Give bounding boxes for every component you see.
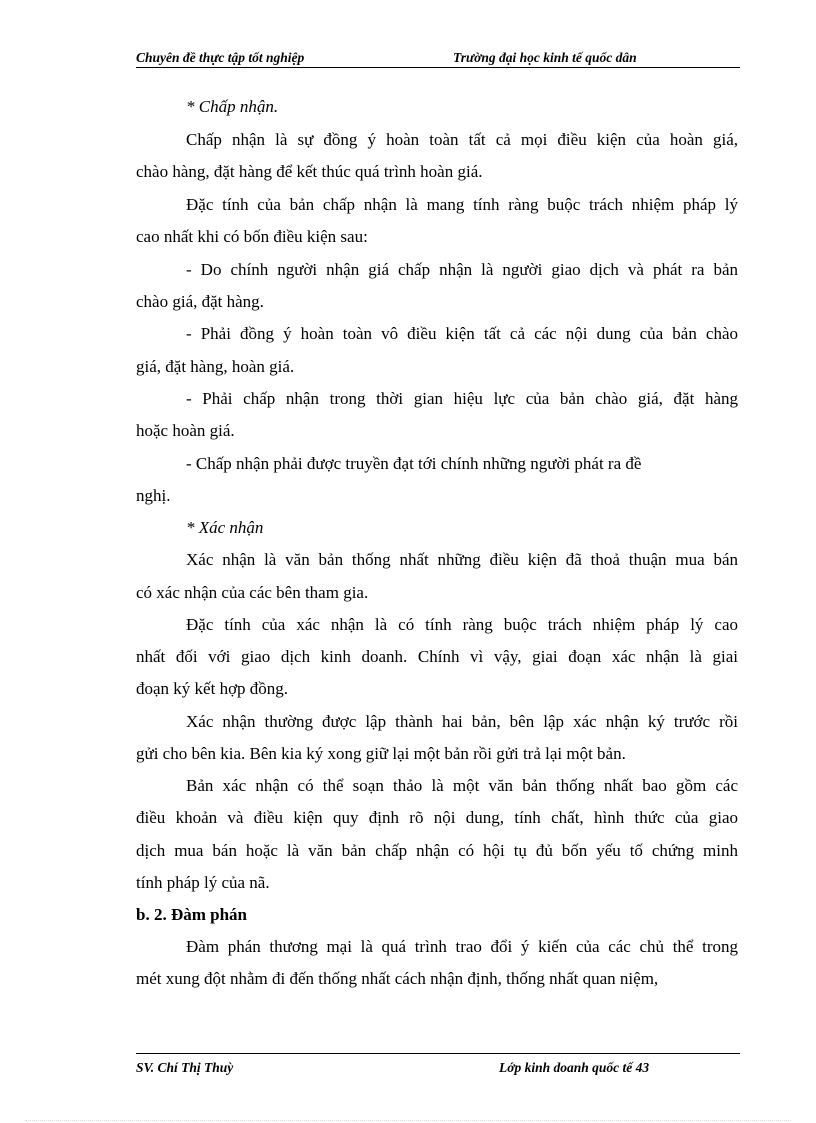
paragraph-line: Xác nhận là văn bản thống nhất những điều kiện đã thoả thuận mua bán <box>186 550 738 569</box>
paragraph-line: Bản xác nhận có thể soạn thảo là một văn bản thống nhất bao gồm các <box>186 776 738 795</box>
paragraph-line: gửi cho bên kia. Bên kia ký xong giữ lại một bản rồi gửi trả lại một bản. <box>136 744 626 763</box>
paragraph-line: mét xung đột nhằm đi đến thống nhất cách nhận định, thống nhất quan niệm, <box>136 969 659 988</box>
footer-class-name: Lớp kinh doanh quốc tế 43 <box>499 1060 650 1075</box>
paragraph-line: nhất đối với giao dịch kinh doanh. Chính vì vậy, giai đoạn xác nhận là giai <box>136 647 738 666</box>
paragraph-line: Đặc tính của bản chấp nhận là mang tính ràng buộc trách nhiệm pháp lý <box>186 195 738 214</box>
list-item-line: - Do chính người nhận giá chấp nhận là người giao dịch và phát ra bản <box>186 260 738 279</box>
paragraph-line: dịch mua bán hoặc là văn bản chấp nhận có hội tụ đủ bốn yếu tố chứng minh <box>136 841 738 860</box>
header-course-title: Chuyên đề thực tập tốt nghiệp <box>136 50 305 65</box>
paragraph-line: Đàm phán thương mại là quá trình trao đổi ý kiến của các chủ thể trong <box>186 937 738 956</box>
paragraph-line: đoạn ký kết hợp đồng. <box>136 679 289 698</box>
list-item-line: - Phải chấp nhận trong thời gian hiệu lực của bản chào giá, đặt hàng <box>186 389 738 408</box>
paragraph-line: Chấp nhận là sự đồng ý hoàn toàn tất cả mọi điều kiện của hoàn giá, <box>186 130 738 149</box>
header-university: Trường đại học kinh tế quốc dân <box>453 50 637 65</box>
subheading-xac-nhan: * Xác nhận <box>186 518 264 537</box>
footer-student-name: SV. Chí Thị Thuỳ <box>136 1060 234 1075</box>
paragraph-line: Đặc tính của xác nhận là có tính ràng buộc trách nhiệm pháp lý cao <box>186 615 738 634</box>
paragraph-line: tính pháp lý của nã. <box>136 873 270 892</box>
list-item-line: hoặc hoàn giá. <box>136 421 235 440</box>
section-heading-dam-phan: b. 2. Đàm phán <box>136 905 248 924</box>
page-bottom-divider <box>25 1120 791 1121</box>
paragraph-line: chào hàng, đặt hàng để kết thúc quá trình hoàn giá. <box>136 162 483 181</box>
list-item-line: chào giá, đặt hàng. <box>136 292 264 311</box>
paragraph-line: có xác nhận của các bên tham gia. <box>136 583 369 602</box>
paragraph-line: điều khoản và điều kiện quy định rõ nội dung, tính chất, hình thức của giao <box>136 808 738 827</box>
page-footer <box>136 1053 740 1076</box>
subheading-chap-nhan: * Chấp nhận. <box>186 97 279 116</box>
list-item-line: - Phải đồng ý hoàn toàn vô điều kiện tất cả các nội dung của bản chào <box>186 324 738 343</box>
list-item-line: - Chấp nhận phải được truyền đạt tới chính những người phát ra đề <box>186 454 642 473</box>
list-item-line: nghị. <box>136 486 171 505</box>
paragraph-line: Xác nhận thường được lập thành hai bản, bên lập xác nhận ký trước rồi <box>186 712 738 731</box>
page-header <box>136 49 740 68</box>
paragraph-line: cao nhất khi có bốn điều kiện sau: <box>136 227 368 246</box>
list-item-line: giá, đặt hàng, hoàn giá. <box>136 357 295 376</box>
